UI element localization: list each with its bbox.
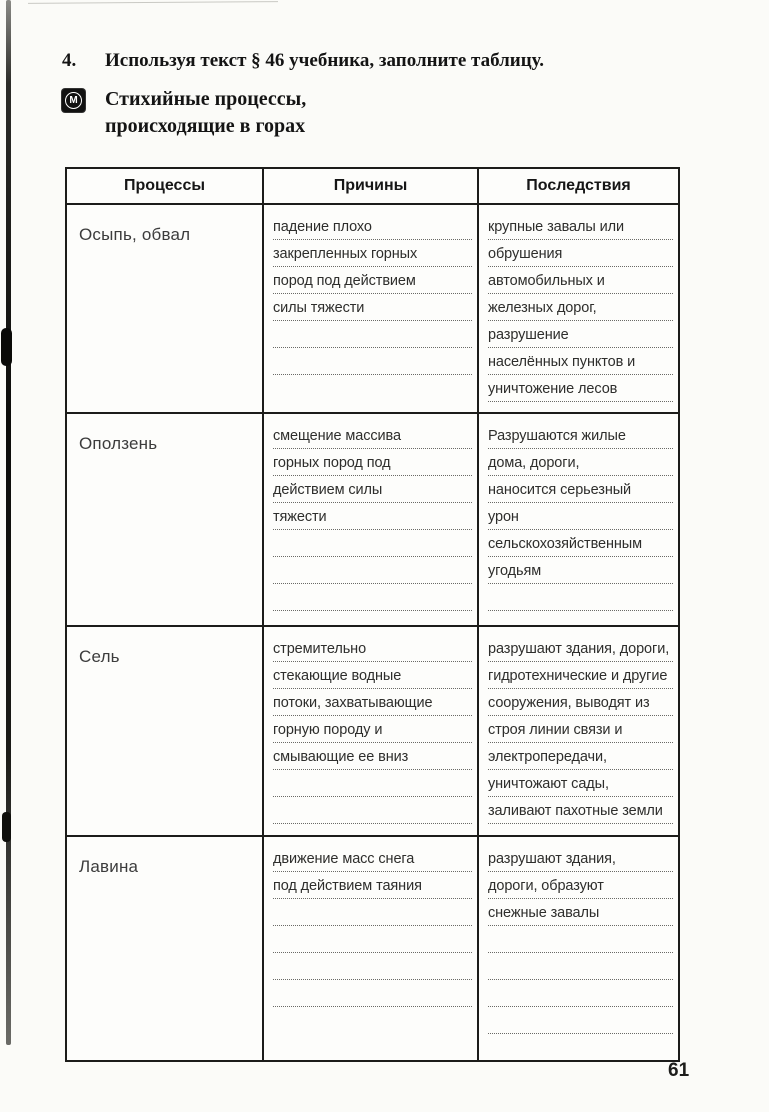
answer-line [273,530,472,557]
answer-line: разрушают здания, дороги, [488,635,673,662]
table-title-line1: Стихийные процессы, [105,88,307,110]
answer-line: разрушение [488,321,673,348]
answer-line [273,321,472,348]
method-badge-letter: М [65,92,82,109]
processes-table [65,167,680,1062]
answer-line [488,953,673,980]
scan-binding-shadow [6,0,11,1045]
column-header-causes: Причины [263,168,478,204]
answer-line: наносится серьезный [488,476,673,503]
answer-line: дома, дороги, [488,449,673,476]
answer-line: силы тяжести [273,294,472,321]
answer-line [273,557,472,584]
answer-line: угодьям [488,557,673,584]
answer-line [488,584,673,611]
answer-line: сельскохозяйственным [488,530,673,557]
table-title [105,86,306,140]
answer-line [273,899,472,926]
consequences-cell [478,626,679,836]
causes-cell [263,836,478,1061]
table-row [66,836,679,1061]
consequences-cell [478,413,679,626]
answer-line: горную породу и [273,716,472,743]
answer-line: крупные завалы или [488,213,673,240]
causes-cell [263,626,478,836]
answer-line [273,980,472,1007]
title-block [62,86,306,140]
page-number: 61 [668,1060,690,1081]
answer-line: уничтожение лесов [488,375,673,402]
answer-line: населённых пунктов и [488,348,673,375]
consequences-cell [478,204,679,413]
causes-cell [263,204,478,413]
answer-line: смывающие ее вниз [273,743,472,770]
answer-line: Разрушаются жилые [488,422,673,449]
scan-artifact [2,812,11,842]
answer-line: стекающие водные [273,662,472,689]
answer-line: снежные завалы [488,899,673,926]
answer-line [488,1007,673,1034]
table-row [66,626,679,836]
answer-line [488,980,673,1007]
answer-line: действием силы [273,476,472,503]
answer-line: сооружения, выводят из [488,689,673,716]
answer-line: заливают пахотные земли [488,797,673,824]
column-header-consequences: Последствия [478,168,679,204]
answer-line: разрушают здания, [488,845,673,872]
table-row [66,204,679,413]
answer-line [273,770,472,797]
answer-line: урон [488,503,673,530]
answer-line: падение плохо [273,213,472,240]
process-name: Оползень [66,413,263,626]
process-name: Осыпь, обвал [66,204,263,413]
answer-line [488,926,673,953]
answer-line: потоки, захватывающие [273,689,472,716]
answer-line [273,348,472,375]
answer-line: гидротехнические и другие [488,662,673,689]
task-number: 4. [62,50,77,71]
consequences-cell [478,836,679,1061]
answer-line: пород под действием [273,267,472,294]
answer-line: железных дорог, [488,294,673,321]
scan-artifact-line [28,1,278,4]
process-name: Лавина [66,836,263,1061]
answer-line: под действием таяния [273,872,472,899]
causes-cell [263,413,478,626]
answer-line: строя линии связи и [488,716,673,743]
method-badge-icon [62,89,85,112]
answer-line: обрушения [488,240,673,267]
answer-line [273,926,472,953]
answer-line: горных пород под [273,449,472,476]
answer-line [273,797,472,824]
answer-line [273,953,472,980]
answer-line: стремительно [273,635,472,662]
scan-artifact [1,328,12,366]
answer-line: электропередачи, [488,743,673,770]
table-header-row [66,168,679,204]
task-header [62,50,544,72]
answer-line: уничтожают сады, [488,770,673,797]
process-name: Сель [66,626,263,836]
answer-line: закрепленных горных [273,240,472,267]
column-header-processes: Процессы [66,168,263,204]
answer-line: движение масс снега [273,845,472,872]
table-row [66,413,679,626]
answer-line: тяжести [273,503,472,530]
answer-line: смещение массива [273,422,472,449]
table-title-line2: происходящие в горах [105,115,306,137]
answer-line: автомобильных и [488,267,673,294]
task-text: Используя текст § 46 учебника, заполните таблицу. [105,50,545,71]
answer-line: дороги, образуют [488,872,673,899]
answer-line [273,584,472,611]
